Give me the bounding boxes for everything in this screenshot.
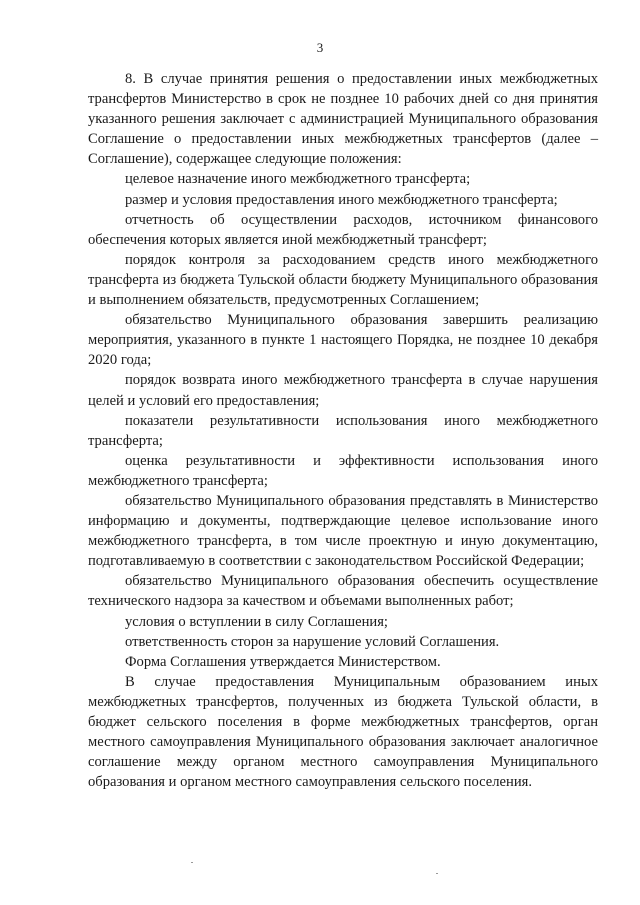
paragraph-purpose: целевое назначение иного межбюджетного трансферта; [125, 171, 471, 188]
page-number: 3 [316, 40, 324, 55]
paragraph-completion-obligation: обязательство Муниципального образования завершить реализацию мероприятия, указанного в пункте 1 настоящего Порядка, не позднее 10 декабря 2020 года; [88, 312, 598, 369]
paragraph-information-obligation: обязательство Муниципального образования представлять в Министерство информацию и документы, подтверждающие целевое использование иного межбюджетного трансферта, в том числе проектную и иную документацию, подготавливаемую в соответствии с законодательством Российской Федерации; [88, 492, 598, 570]
paragraph-rural-settlement: В случае предоставления Муниципальным образованием иных межбюджетных трансфертов, полученных из бюджета Тульской области, в бюджет сельского поселения в форме межбюджетных трансфертов, орган местного самоуправления Муниципального образования заключает аналогичное соглашение между органом местного самоуправления Муниципального образования и органом местного самоуправления сельского поселения. [88, 673, 598, 791]
scan-speck [191, 862, 193, 863]
paragraph-performance-indicators: показатели результативности использования иного межбюджетного трансферта; [88, 412, 598, 449]
paragraph-refund-procedure: порядок возврата иного межбюджетного трансферта в случае нарушения целей и условий его предоставления; [88, 372, 598, 409]
paragraph-amount-conditions: размер и условия предоставления иного межбюджетного трансферта; [125, 191, 558, 208]
paragraph-reporting: отчетность об осуществлении расходов, источником финансового обеспечения которых является иной межбюджетный трансферт; [88, 211, 598, 248]
paragraph-agreement-form: Форма Соглашения утверждается Министерством. [125, 653, 441, 670]
scan-speck [436, 873, 438, 874]
paragraph-efficiency-assessment: оценка результативности и эффективности использования иного межбюджетного трансферта; [88, 452, 598, 489]
document-body [88, 69, 598, 792]
paragraph-item-8-intro: 8. В случае принятия решения о предоставлении иных межбюджетных трансфертов Министерство в срок не позднее 10 рабочих дней со дня принятия указанного решения заключает с администрацией Муниципального образования Соглашение о предоставлении иных межбюджетных трансфертов (далее – Соглашение), содержащее следующие положения: [88, 71, 598, 168]
paragraph-entry-into-force: условия о вступлении в силу Соглашения; [125, 613, 388, 630]
paragraph-control-procedure: порядок контроля за расходованием средств иного межбюджетного трансферта из бюджета Тульской области бюджету Муниципального образования и выполнением обязательств, предусмотренных Соглашением; [88, 251, 598, 309]
paragraph-liability: ответственность сторон за нарушение условий Соглашения. [125, 633, 500, 650]
paragraph-supervision-obligation: обязательство Муниципального образования обеспечить осуществление технического надзора за качеством и объемами выполненных работ; [88, 573, 598, 610]
